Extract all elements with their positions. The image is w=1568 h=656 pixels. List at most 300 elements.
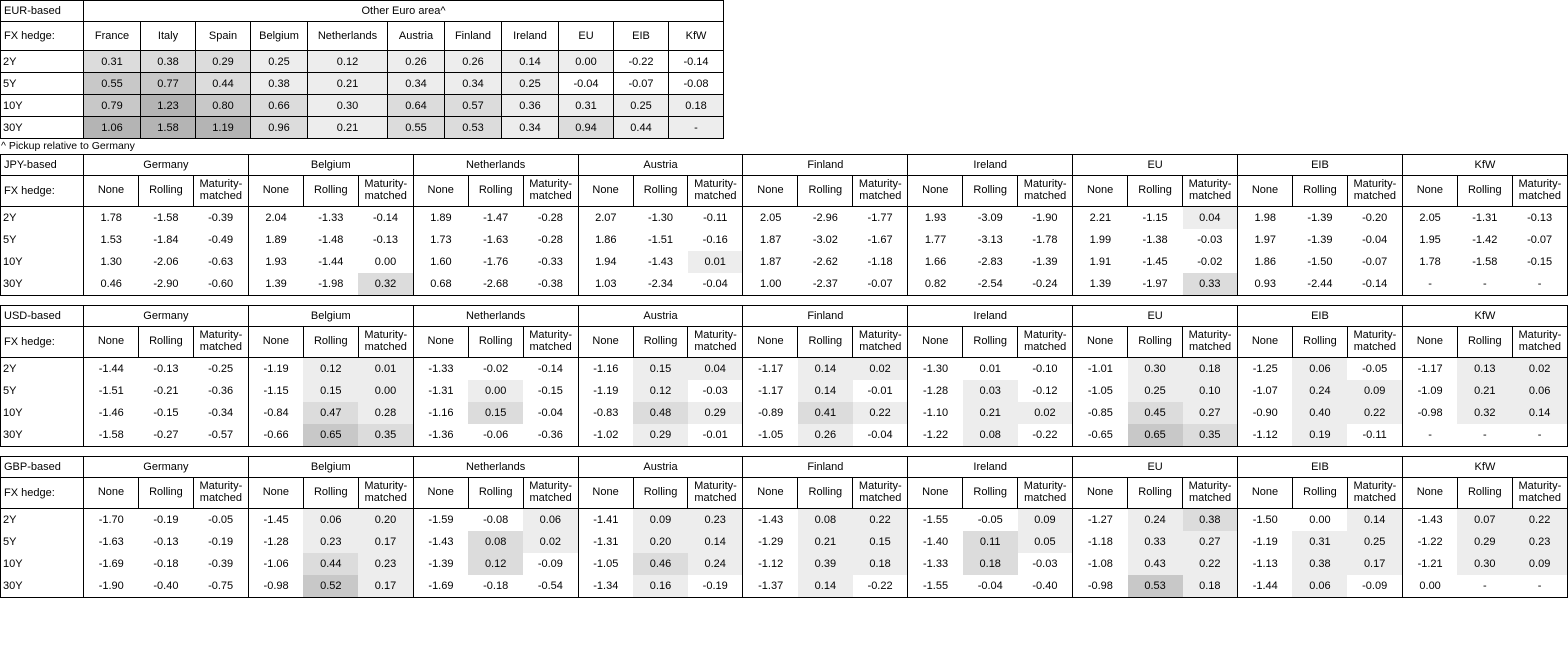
table-row — [1, 229, 1568, 251]
data-cell: -0.04 — [1347, 229, 1402, 251]
data-cell: 0.17 — [358, 531, 413, 553]
data-cell: -1.39 — [1292, 229, 1347, 251]
data-cell: -0.14 — [1347, 273, 1402, 296]
data-cell: 0.21 — [1457, 380, 1512, 402]
eur-col-finland: Finland — [445, 22, 502, 51]
data-cell: -2.54 — [963, 273, 1018, 296]
data-cell: 0.10 — [1183, 380, 1238, 402]
data-cell: 0.39 — [798, 553, 853, 575]
data-cell: 0.00 — [1292, 509, 1347, 532]
data-cell: 0.00 — [358, 380, 413, 402]
data-cell: 1.89 — [248, 229, 303, 251]
block-group-header-row — [1, 155, 1568, 176]
data-cell: -0.02 — [1183, 251, 1238, 273]
data-cell: 0.43 — [1128, 553, 1183, 575]
block-spacer — [0, 296, 1568, 305]
data-cell: -0.60 — [193, 273, 248, 296]
data-cell: 0.08 — [798, 509, 853, 532]
subheader-none: None — [908, 478, 963, 509]
subheader-none: None — [1073, 478, 1128, 509]
data-cell: -0.16 — [688, 229, 743, 251]
subheader-none: None — [84, 176, 139, 207]
data-cell: -1.05 — [578, 553, 633, 575]
data-cell: -0.02 — [468, 358, 523, 381]
data-cell: -1.44 — [303, 251, 358, 273]
data-cell: 0.08 — [963, 424, 1018, 447]
data-cell: -1.55 — [908, 575, 963, 598]
data-cell: -2.83 — [963, 251, 1018, 273]
block-group-ireland: Ireland — [908, 306, 1073, 327]
subheader-maturity-matched: Maturity-matched — [1512, 176, 1567, 207]
data-cell: -1.16 — [413, 402, 468, 424]
data-cell: 0.22 — [853, 509, 908, 532]
data-cell: -0.20 — [1347, 207, 1402, 230]
subheader-maturity-matched: Maturity-matched — [1183, 327, 1238, 358]
data-cell: 0.15 — [303, 380, 358, 402]
data-cell: 0.23 — [303, 531, 358, 553]
row-tenor: 30Y — [1, 575, 84, 598]
data-cell: 1.93 — [248, 251, 303, 273]
fx-hedge-label: FX hedge: — [1, 327, 84, 358]
data-cell: 0.24 — [688, 553, 743, 575]
data-cell: -0.38 — [523, 273, 578, 296]
eur-cell: 0.94 — [559, 117, 614, 139]
subheader-rolling: Rolling — [1457, 176, 1512, 207]
data-cell: -1.27 — [1073, 509, 1128, 532]
data-cell: 0.30 — [1457, 553, 1512, 575]
data-cell: 1.86 — [578, 229, 633, 251]
currency-block — [0, 154, 1568, 296]
eur-cell: 0.96 — [251, 117, 308, 139]
data-cell: -0.66 — [248, 424, 303, 447]
subheader-none: None — [1402, 478, 1457, 509]
data-cell: -0.08 — [468, 509, 523, 532]
data-cell: 0.09 — [1347, 380, 1402, 402]
subheader-none: None — [413, 478, 468, 509]
subheader-rolling: Rolling — [633, 478, 688, 509]
data-cell: 1.95 — [1402, 229, 1457, 251]
data-cell: -0.06 — [468, 424, 523, 447]
data-cell: -1.67 — [853, 229, 908, 251]
data-cell: 0.45 — [1128, 402, 1183, 424]
block-group-header-row — [1, 457, 1568, 478]
data-cell: -0.25 — [193, 358, 248, 381]
eur-cell: -0.07 — [614, 73, 669, 95]
data-cell: 0.14 — [798, 358, 853, 381]
data-cell: -1.98 — [303, 273, 358, 296]
data-cell: -1.06 — [248, 553, 303, 575]
block-group-netherlands: Netherlands — [413, 306, 578, 327]
eur-cell: 1.06 — [84, 117, 141, 139]
data-cell: 0.15 — [633, 358, 688, 381]
data-cell: 0.20 — [633, 531, 688, 553]
data-cell: 0.23 — [358, 553, 413, 575]
subheader-none: None — [578, 478, 633, 509]
data-cell: 1.93 — [908, 207, 963, 230]
subheader-rolling: Rolling — [138, 176, 193, 207]
data-cell: 0.46 — [84, 273, 139, 296]
eur-col-eib: EIB — [614, 22, 669, 51]
data-cell: -0.18 — [468, 575, 523, 598]
block-group-finland: Finland — [743, 155, 908, 176]
data-cell: 0.09 — [1512, 553, 1567, 575]
row-tenor: 2Y — [1, 509, 84, 532]
data-cell: -1.39 — [1018, 251, 1073, 273]
data-cell: -1.39 — [1292, 207, 1347, 230]
subheader-none: None — [413, 327, 468, 358]
eur-cell: 0.31 — [559, 95, 614, 117]
data-cell: -1.55 — [908, 509, 963, 532]
eur-col-italy: Italy — [141, 22, 196, 51]
data-cell: -0.04 — [853, 424, 908, 447]
row-tenor: 10Y — [1, 251, 84, 273]
subheader-maturity-matched: Maturity-matched — [358, 478, 413, 509]
data-cell: -2.90 — [138, 273, 193, 296]
subheader-rolling: Rolling — [1292, 176, 1347, 207]
eur-cell: 0.44 — [614, 117, 669, 139]
data-cell: 1.30 — [84, 251, 139, 273]
eur-cell: 0.66 — [251, 95, 308, 117]
data-cell: 0.41 — [798, 402, 853, 424]
data-cell: 1.98 — [1238, 207, 1293, 230]
eur-cell: 0.64 — [388, 95, 445, 117]
block-group-netherlands: Netherlands — [413, 457, 578, 478]
data-cell: 2.05 — [1402, 207, 1457, 230]
data-cell: -0.24 — [1018, 273, 1073, 296]
data-cell: -0.04 — [963, 575, 1018, 598]
data-cell: -1.34 — [578, 575, 633, 598]
data-cell: - — [1512, 575, 1567, 598]
data-cell: -1.51 — [84, 380, 139, 402]
data-cell: 0.04 — [688, 358, 743, 381]
data-cell: 0.25 — [1347, 531, 1402, 553]
eur-cell: 0.25 — [502, 73, 559, 95]
data-cell: -0.84 — [248, 402, 303, 424]
data-cell: 0.07 — [1457, 509, 1512, 532]
data-cell: -0.18 — [138, 553, 193, 575]
data-cell: 0.27 — [1183, 402, 1238, 424]
table-row — [1, 251, 1568, 273]
block-group-germany: Germany — [84, 457, 249, 478]
eur-cell: 0.38 — [251, 73, 308, 95]
eur-cell: 0.34 — [445, 73, 502, 95]
eur-cell: 0.14 — [502, 51, 559, 73]
data-cell: -2.96 — [798, 207, 853, 230]
data-cell: - — [1457, 273, 1512, 296]
data-cell: 0.14 — [1512, 402, 1567, 424]
subheader-none: None — [743, 327, 798, 358]
data-cell: 0.09 — [633, 509, 688, 532]
subheader-maturity-matched: Maturity-matched — [193, 176, 248, 207]
data-cell: -1.90 — [84, 575, 139, 598]
subheader-maturity-matched: Maturity-matched — [523, 478, 578, 509]
subheader-none: None — [1238, 327, 1293, 358]
data-cell: -0.22 — [853, 575, 908, 598]
data-cell: -0.04 — [523, 402, 578, 424]
data-cell: - — [1457, 575, 1512, 598]
data-cell: -1.19 — [1238, 531, 1293, 553]
data-cell: -1.76 — [468, 251, 523, 273]
table-row — [1, 575, 1568, 598]
subheader-none: None — [84, 327, 139, 358]
data-cell: 0.01 — [688, 251, 743, 273]
data-cell: -1.19 — [578, 380, 633, 402]
data-cell: 0.29 — [633, 424, 688, 447]
table-row — [1, 358, 1568, 381]
data-cell: 0.17 — [358, 575, 413, 598]
data-cell: -0.13 — [358, 229, 413, 251]
data-cell: 0.44 — [303, 553, 358, 575]
subheader-maturity-matched: Maturity-matched — [1512, 478, 1567, 509]
block-group-austria: Austria — [578, 306, 743, 327]
block-currency-label: USD-based — [1, 306, 84, 327]
data-cell: -1.05 — [1073, 380, 1128, 402]
data-cell: -0.09 — [523, 553, 578, 575]
eur-cell: 0.26 — [445, 51, 502, 73]
data-cell: -1.58 — [138, 207, 193, 230]
data-cell: -0.05 — [193, 509, 248, 532]
data-cell: -1.28 — [908, 380, 963, 402]
data-cell: 0.33 — [1183, 273, 1238, 296]
data-cell: -0.13 — [1512, 207, 1567, 230]
data-cell: -1.17 — [1402, 358, 1457, 381]
data-cell: -0.89 — [743, 402, 798, 424]
data-cell: -3.09 — [963, 207, 1018, 230]
eur-cell: 0.44 — [196, 73, 251, 95]
data-cell: -1.33 — [908, 553, 963, 575]
data-cell: -1.59 — [413, 509, 468, 532]
data-cell: -0.98 — [248, 575, 303, 598]
data-cell: -1.31 — [578, 531, 633, 553]
eur-col-belgium: Belgium — [251, 22, 308, 51]
table-row — [1, 509, 1568, 532]
block-group-eib: EIB — [1238, 457, 1403, 478]
data-cell: 0.27 — [1183, 531, 1238, 553]
data-cell: 0.25 — [1128, 380, 1183, 402]
data-cell: -0.34 — [193, 402, 248, 424]
data-cell: 0.01 — [358, 358, 413, 381]
data-cell: -0.04 — [688, 273, 743, 296]
data-cell: 0.15 — [853, 531, 908, 553]
subheader-none: None — [1238, 478, 1293, 509]
block-group-eu: EU — [1073, 457, 1238, 478]
data-cell: -1.31 — [413, 380, 468, 402]
data-cell: -1.05 — [743, 424, 798, 447]
eur-body — [1, 51, 724, 139]
subheader-maturity-matched: Maturity-matched — [1018, 478, 1073, 509]
data-cell: -0.19 — [688, 575, 743, 598]
data-cell: -1.97 — [1128, 273, 1183, 296]
data-cell: -1.46 — [84, 402, 139, 424]
subheader-rolling: Rolling — [468, 327, 523, 358]
data-cell: 0.02 — [853, 358, 908, 381]
subheader-maturity-matched: Maturity-matched — [1512, 327, 1567, 358]
data-cell: -2.34 — [633, 273, 688, 296]
subheader-none: None — [1402, 327, 1457, 358]
row-tenor: 30Y — [1, 273, 84, 296]
data-cell: 0.65 — [1128, 424, 1183, 447]
data-cell: -0.75 — [193, 575, 248, 598]
data-cell: -0.05 — [1347, 358, 1402, 381]
eur-fx-hedge-label: FX hedge: — [1, 22, 84, 51]
block-spacer — [0, 447, 1568, 456]
subheader-rolling: Rolling — [468, 478, 523, 509]
data-cell: 2.21 — [1073, 207, 1128, 230]
data-cell: 0.82 — [908, 273, 963, 296]
eur-col-france: France — [84, 22, 141, 51]
data-cell: 0.38 — [1183, 509, 1238, 532]
fx-hedge-label: FX hedge: — [1, 478, 84, 509]
subheader-maturity-matched: Maturity-matched — [1183, 478, 1238, 509]
data-cell: 0.32 — [358, 273, 413, 296]
eur-cell: 0.21 — [308, 73, 388, 95]
eur-col-eu: EU — [559, 22, 614, 51]
block-group-finland: Finland — [743, 457, 908, 478]
data-cell: -0.13 — [138, 531, 193, 553]
block-group-netherlands: Netherlands — [413, 155, 578, 176]
data-cell: -0.28 — [523, 229, 578, 251]
eur-cell: 0.57 — [445, 95, 502, 117]
data-cell: 0.21 — [963, 402, 1018, 424]
subheader-maturity-matched: Maturity-matched — [358, 327, 413, 358]
eur-col-kfw: KfW — [669, 22, 724, 51]
data-cell: -1.21 — [1402, 553, 1457, 575]
data-cell: -1.51 — [633, 229, 688, 251]
subheader-rolling: Rolling — [138, 327, 193, 358]
eur-cell: 0.30 — [308, 95, 388, 117]
data-cell: -1.37 — [743, 575, 798, 598]
subheader-rolling: Rolling — [963, 327, 1018, 358]
data-cell: 0.16 — [633, 575, 688, 598]
data-cell: 2.05 — [743, 207, 798, 230]
data-cell: -2.68 — [468, 273, 523, 296]
data-cell: 0.68 — [413, 273, 468, 296]
eur-header-row — [1, 1, 724, 22]
subheader-none: None — [1238, 176, 1293, 207]
data-cell: 0.19 — [1292, 424, 1347, 447]
data-cell: 0.04 — [1183, 207, 1238, 230]
data-cell: 1.60 — [413, 251, 468, 273]
subheader-maturity-matched: Maturity-matched — [1347, 327, 1402, 358]
data-cell: 0.00 — [1402, 575, 1457, 598]
data-cell: 0.48 — [633, 402, 688, 424]
eur-col-austria: Austria — [388, 22, 445, 51]
data-cell: -3.02 — [798, 229, 853, 251]
subheader-maturity-matched: Maturity-matched — [523, 176, 578, 207]
data-cell: -1.43 — [413, 531, 468, 553]
data-cell: 1.53 — [84, 229, 139, 251]
currency-block — [0, 456, 1568, 598]
data-cell: -1.13 — [1238, 553, 1293, 575]
data-cell: -0.83 — [578, 402, 633, 424]
data-cell: -0.22 — [1018, 424, 1073, 447]
row-tenor: 10Y — [1, 553, 84, 575]
table-row — [1, 424, 1568, 447]
data-cell: -0.10 — [1018, 358, 1073, 381]
data-cell: -1.43 — [743, 509, 798, 532]
data-cell: -1.31 — [1457, 207, 1512, 230]
data-cell: -1.42 — [1457, 229, 1512, 251]
data-cell: 1.39 — [1073, 273, 1128, 296]
data-cell: 0.35 — [358, 424, 413, 447]
row-tenor: 5Y — [1, 531, 84, 553]
data-cell: 0.02 — [523, 531, 578, 553]
data-cell: 0.18 — [1183, 358, 1238, 381]
data-cell: 0.18 — [1183, 575, 1238, 598]
block-group-eu: EU — [1073, 306, 1238, 327]
eur-cell: 0.29 — [196, 51, 251, 73]
subheader-maturity-matched: Maturity-matched — [358, 176, 413, 207]
data-cell: -1.41 — [578, 509, 633, 532]
table-row — [1, 95, 724, 117]
eur-cell: 0.31 — [84, 51, 141, 73]
subheader-rolling: Rolling — [138, 478, 193, 509]
block-subheader-row — [1, 327, 1568, 358]
data-cell: -1.44 — [84, 358, 139, 381]
data-cell: -2.62 — [798, 251, 853, 273]
data-cell: -1.19 — [248, 358, 303, 381]
data-cell: 1.91 — [1073, 251, 1128, 273]
data-cell: 0.12 — [633, 380, 688, 402]
data-cell: -1.69 — [413, 575, 468, 598]
data-cell: -1.30 — [633, 207, 688, 230]
data-cell: 0.14 — [798, 380, 853, 402]
data-cell: -0.21 — [138, 380, 193, 402]
data-cell: 0.24 — [1292, 380, 1347, 402]
block-group-eib: EIB — [1238, 306, 1403, 327]
subheader-rolling: Rolling — [1292, 478, 1347, 509]
data-cell: -1.12 — [1238, 424, 1293, 447]
data-cell: 0.03 — [963, 380, 1018, 402]
data-cell: 2.07 — [578, 207, 633, 230]
block-group-kfw: KfW — [1402, 155, 1567, 176]
row-tenor: 10Y — [1, 402, 84, 424]
eur-cell: 0.55 — [388, 117, 445, 139]
eur-cell: -0.22 — [614, 51, 669, 73]
data-cell: -0.49 — [193, 229, 248, 251]
data-cell: 1.00 — [743, 273, 798, 296]
data-cell: -1.44 — [1238, 575, 1293, 598]
data-cell: - — [1512, 424, 1567, 447]
data-cell: 1.78 — [84, 207, 139, 230]
data-cell: 0.02 — [1512, 358, 1567, 381]
data-cell: -0.40 — [138, 575, 193, 598]
data-cell: 1.77 — [908, 229, 963, 251]
subheader-maturity-matched: Maturity-matched — [1347, 478, 1402, 509]
data-cell: -1.84 — [138, 229, 193, 251]
data-cell: -1.28 — [248, 531, 303, 553]
subheader-rolling: Rolling — [1128, 327, 1183, 358]
data-cell: 0.12 — [468, 553, 523, 575]
eur-cell: 0.18 — [669, 95, 724, 117]
eur-cell: 0.77 — [141, 73, 196, 95]
subheader-rolling: Rolling — [468, 176, 523, 207]
data-cell: -1.58 — [84, 424, 139, 447]
data-cell: 0.11 — [963, 531, 1018, 553]
block-group-germany: Germany — [84, 306, 249, 327]
subheader-maturity-matched: Maturity-matched — [688, 478, 743, 509]
data-cell: 1.66 — [908, 251, 963, 273]
eur-col-ireland: Ireland — [502, 22, 559, 51]
data-cell: -0.01 — [853, 380, 908, 402]
data-cell: 0.35 — [1183, 424, 1238, 447]
data-cell: -1.63 — [468, 229, 523, 251]
data-cell: -0.39 — [193, 553, 248, 575]
table-row — [1, 273, 1568, 296]
subheader-maturity-matched: Maturity-matched — [193, 478, 248, 509]
subheader-rolling: Rolling — [303, 176, 358, 207]
data-cell: 0.29 — [688, 402, 743, 424]
